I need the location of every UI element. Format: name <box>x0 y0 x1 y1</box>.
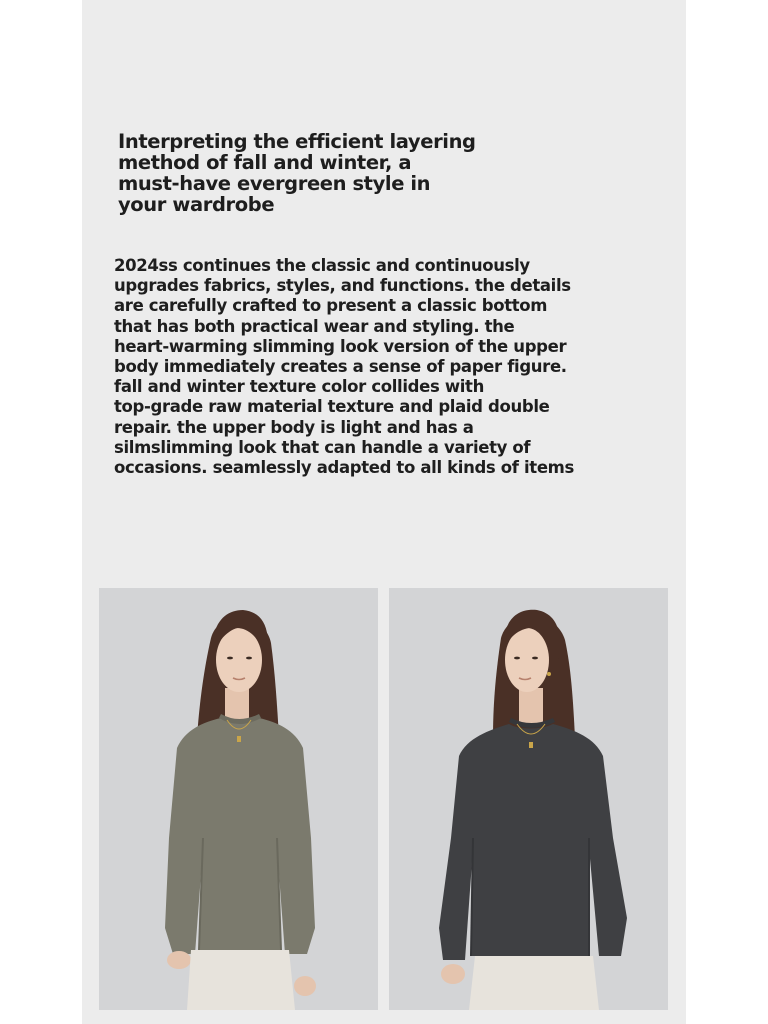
description-line: upgrades fabrics, styles, and functions. the details <box>114 276 571 296</box>
description-line: that has both practical wear and styling. the <box>114 316 515 336</box>
section-heading <box>118 131 498 215</box>
heading-line: your wardrobe <box>118 193 275 216</box>
description-line: fall and winter texture color collides with <box>114 377 484 397</box>
description-line: 2024ss continues the classic and continuously <box>114 256 530 275</box>
product-photo-olive <box>99 588 378 1010</box>
product-photo-charcoal <box>389 588 668 1010</box>
heading-line: method of fall and winter, a <box>118 151 412 174</box>
description-line: silmslimming look that can handle a variety of <box>114 437 531 457</box>
description-line: are carefully crafted to present a classic bottom <box>114 296 548 316</box>
description-line: repair. the upper body is light and has a <box>114 417 474 437</box>
description-line: top-grade raw material texture and plaid double <box>114 397 550 417</box>
model-illustration-charcoal <box>389 588 668 1010</box>
description-line: body immediately creates a sense of paper figure. <box>114 357 567 377</box>
description-line: occasions. seamlessly adapted to all kinds of items <box>114 458 574 478</box>
heading-line: Interpreting the efficient layering <box>118 130 476 153</box>
heading-line: must-have evergreen style in <box>118 172 431 195</box>
description-line: heart-warming slimming look version of the upper <box>114 336 567 356</box>
content-panel <box>82 0 686 1024</box>
description-text <box>114 256 614 478</box>
model-illustration-olive <box>99 588 378 1010</box>
